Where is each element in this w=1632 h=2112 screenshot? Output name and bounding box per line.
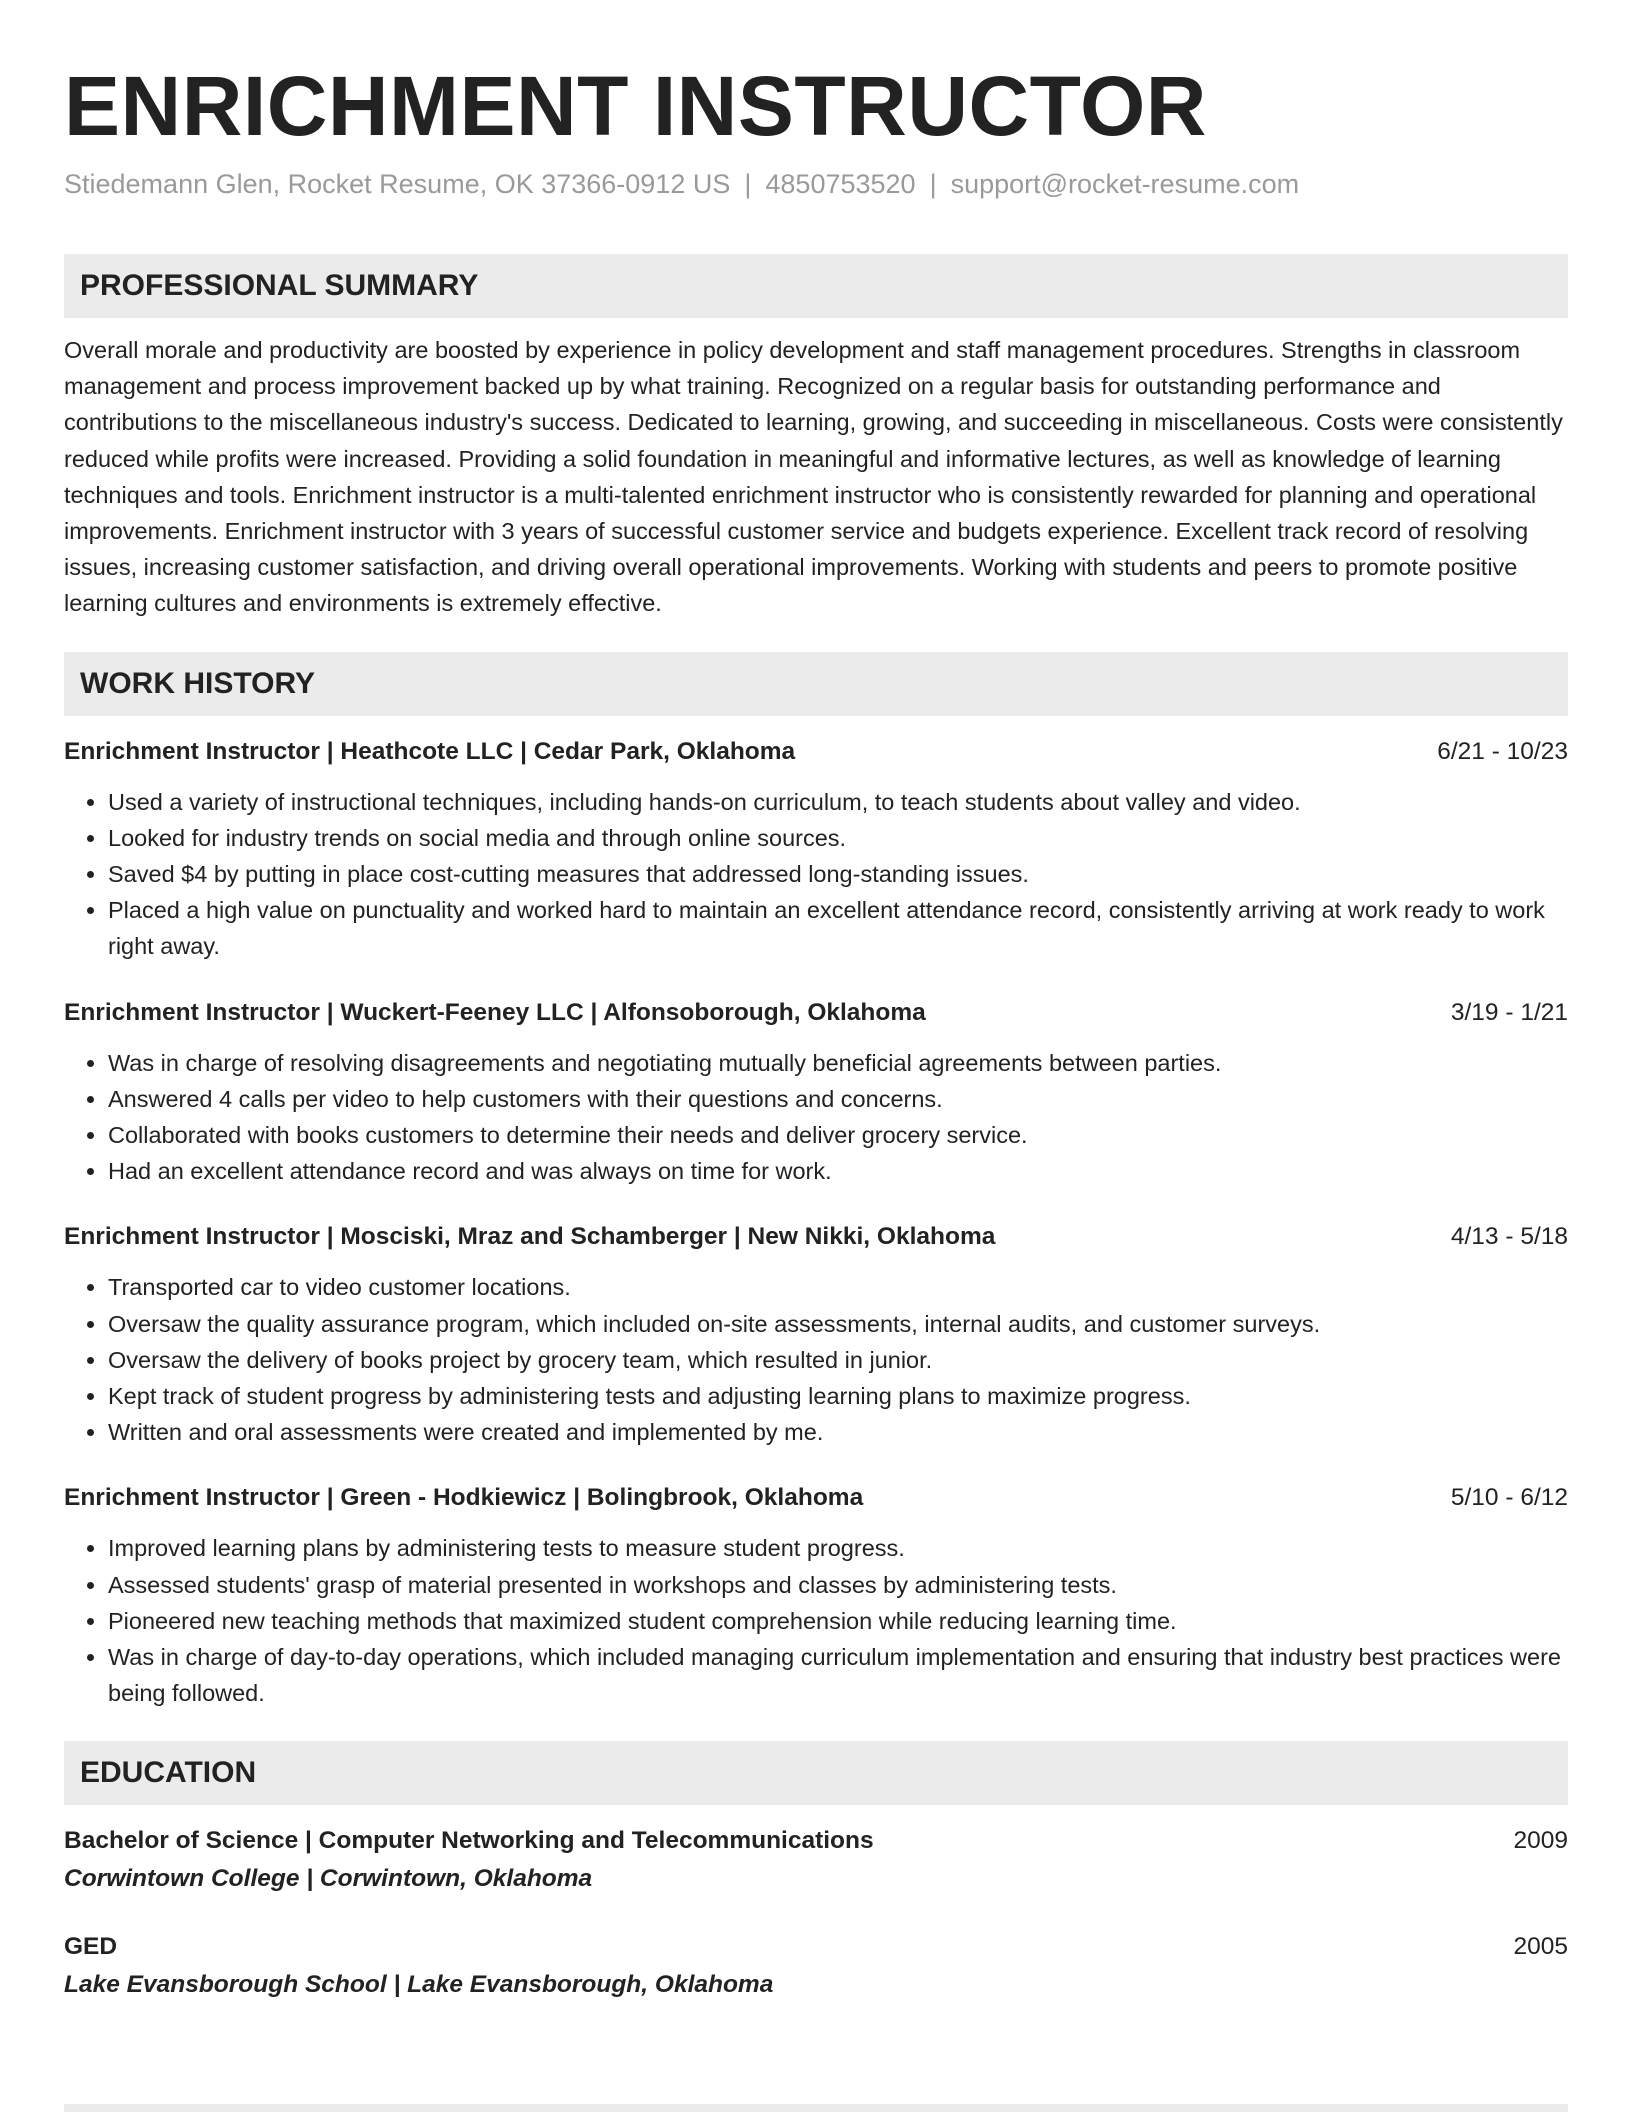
job-bullet: • Oversaw the delivery of books project by grocery team, which resulted in junior.	[108, 1342, 1568, 1378]
job-bullet: • Looked for industry trends on social media and through online sources.	[108, 820, 1568, 856]
job-entry	[64, 1480, 1568, 1711]
job-heading: Enrichment Instructor | Green - Hodkiewicz | Bolingbrook, Oklahoma	[64, 1484, 864, 1512]
job-dates: 5/10 - 6/12	[1450, 1484, 1568, 1512]
contact-address: Stiedemann Glen, Rocket Resume, OK 37366-0912 US	[64, 169, 731, 199]
job-bullet: • Placed a high value on punctuality and worked hard to maintain an excellent attendance record, consistently arriving at work ready to work right away.	[108, 892, 1568, 964]
job-bullet: • Assessed students' grasp of material presented in workshops and classes by administering tests.	[108, 1567, 1568, 1603]
job-heading-row	[64, 995, 1568, 1031]
job-bullet: • Transported car to video customer locations.	[108, 1269, 1568, 1305]
contact-line	[64, 166, 1568, 202]
job-bullet: • Pioneered new teaching methods that maximized student comprehension while reducing learning time.	[108, 1603, 1568, 1639]
education-school: Lake Evansborough School | Lake Evansborough, Oklahoma	[64, 1971, 774, 1999]
education-heading-row	[64, 1929, 1568, 1965]
education-year: 2009	[1513, 1827, 1568, 1855]
job-bullet: • Answered 4 calls per video to help customers with their questions and concerns.	[108, 1081, 1568, 1117]
education-degree: GED	[64, 1933, 118, 1961]
education-entry	[64, 1929, 1568, 2005]
job-bullets	[64, 1530, 1568, 1711]
resume-name: ENRICHMENT INSTRUCTOR	[64, 59, 1207, 153]
job-dates: 6/21 - 10/23	[1437, 737, 1568, 765]
job-bullets	[64, 1269, 1568, 1450]
section-divider	[64, 2104, 1568, 2112]
job-heading: Enrichment Instructor | Heathcote LLC | Cedar Park, Oklahoma	[64, 737, 796, 765]
job-bullet: • Used a variety of instructional techniques, including hands-on curriculum, to teach students about valley and video.	[108, 784, 1568, 820]
summary-text: Overall morale and productivity are boosted by experience in policy development and staff management procedures. Strengths in classroom management and process improvement backed up by what training. Recognized on a regular basis for outstanding performance and contributions to the miscellaneous industry's success. Dedicated to learning, growing, and succeeding in miscellaneous. Costs were consistently reduced while profits were increased. Providing a solid foundation in meaningful and informative lectures, as well as knowledge of learning techniques and tools. Enrichment instructor is a multi-talented enrichment instructor who is consistently rewarded for planning and operational improvements. Enrichment instructor with 3 years of successful customer service and budgets experience. Excellent track record of resolving issues, increasing customer satisfaction, and driving overall operational improvements. Working with students and peers to promote positive learning cultures and environments is extremely effective.	[64, 337, 1563, 617]
job-entry	[64, 1219, 1568, 1450]
contact-email: support@rocket-resume.com	[950, 169, 1300, 199]
job-heading-row	[64, 1480, 1568, 1516]
job-bullets	[64, 1045, 1568, 1190]
job-heading: Enrichment Instructor | Mosciski, Mraz and Schamberger | New Nikki, Oklahoma	[64, 1223, 996, 1251]
contact-phone: 4850753520	[765, 169, 916, 199]
education-degree: Bachelor of Science | Computer Networking and Telecommunications	[64, 1827, 874, 1855]
job-bullet: • Oversaw the quality assurance program, which included on-site assessments, internal audits, and customer surveys.	[108, 1306, 1568, 1342]
job-bullet: • Saved $4 by putting in place cost-cutting measures that addressed long-standing issues.	[108, 856, 1568, 892]
education-section-header: EDUCATION	[64, 1741, 1568, 1805]
summary-section-header: PROFESSIONAL SUMMARY	[64, 254, 1568, 318]
job-heading-row	[64, 1219, 1568, 1255]
contact-separator: |	[929, 169, 937, 199]
job-dates: 4/13 - 5/18	[1450, 1223, 1568, 1251]
job-heading: Enrichment Instructor | Wuckert-Feeney LLC | Alfonsoborough, Oklahoma	[64, 998, 926, 1026]
education-year: 2005	[1513, 1933, 1568, 1961]
job-bullet: • Written and oral assessments were created and implemented by me.	[108, 1414, 1568, 1450]
job-heading-row	[64, 734, 1568, 770]
education-school: Corwintown College | Corwintown, Oklahoma	[64, 1865, 593, 1893]
job-entry	[64, 995, 1568, 1190]
contact-separator: |	[744, 169, 752, 199]
job-bullet: • Was in charge of day-to-day operations, which included managing curriculum implementation and ensuring that industry best practices were being followed.	[108, 1639, 1568, 1711]
job-bullet: • Kept track of student progress by administering tests and adjusting learning plans to maximize progress.	[108, 1378, 1568, 1414]
education-entry	[64, 1823, 1568, 1899]
job-dates: 3/19 - 1/21	[1450, 998, 1568, 1026]
job-bullet: • Collaborated with books customers to determine their needs and deliver grocery service.	[108, 1117, 1568, 1153]
job-bullet: • Improved learning plans by administering tests to measure student progress.	[108, 1530, 1568, 1566]
work-history-section-header: WORK HISTORY	[64, 652, 1568, 716]
job-bullet: • Had an excellent attendance record and was always on time for work.	[108, 1153, 1568, 1189]
education-heading-row	[64, 1823, 1568, 1859]
job-bullets	[64, 784, 1568, 965]
job-entry	[64, 734, 1568, 965]
job-bullet: • Was in charge of resolving disagreements and negotiating mutually beneficial agreements between parties.	[108, 1045, 1568, 1081]
